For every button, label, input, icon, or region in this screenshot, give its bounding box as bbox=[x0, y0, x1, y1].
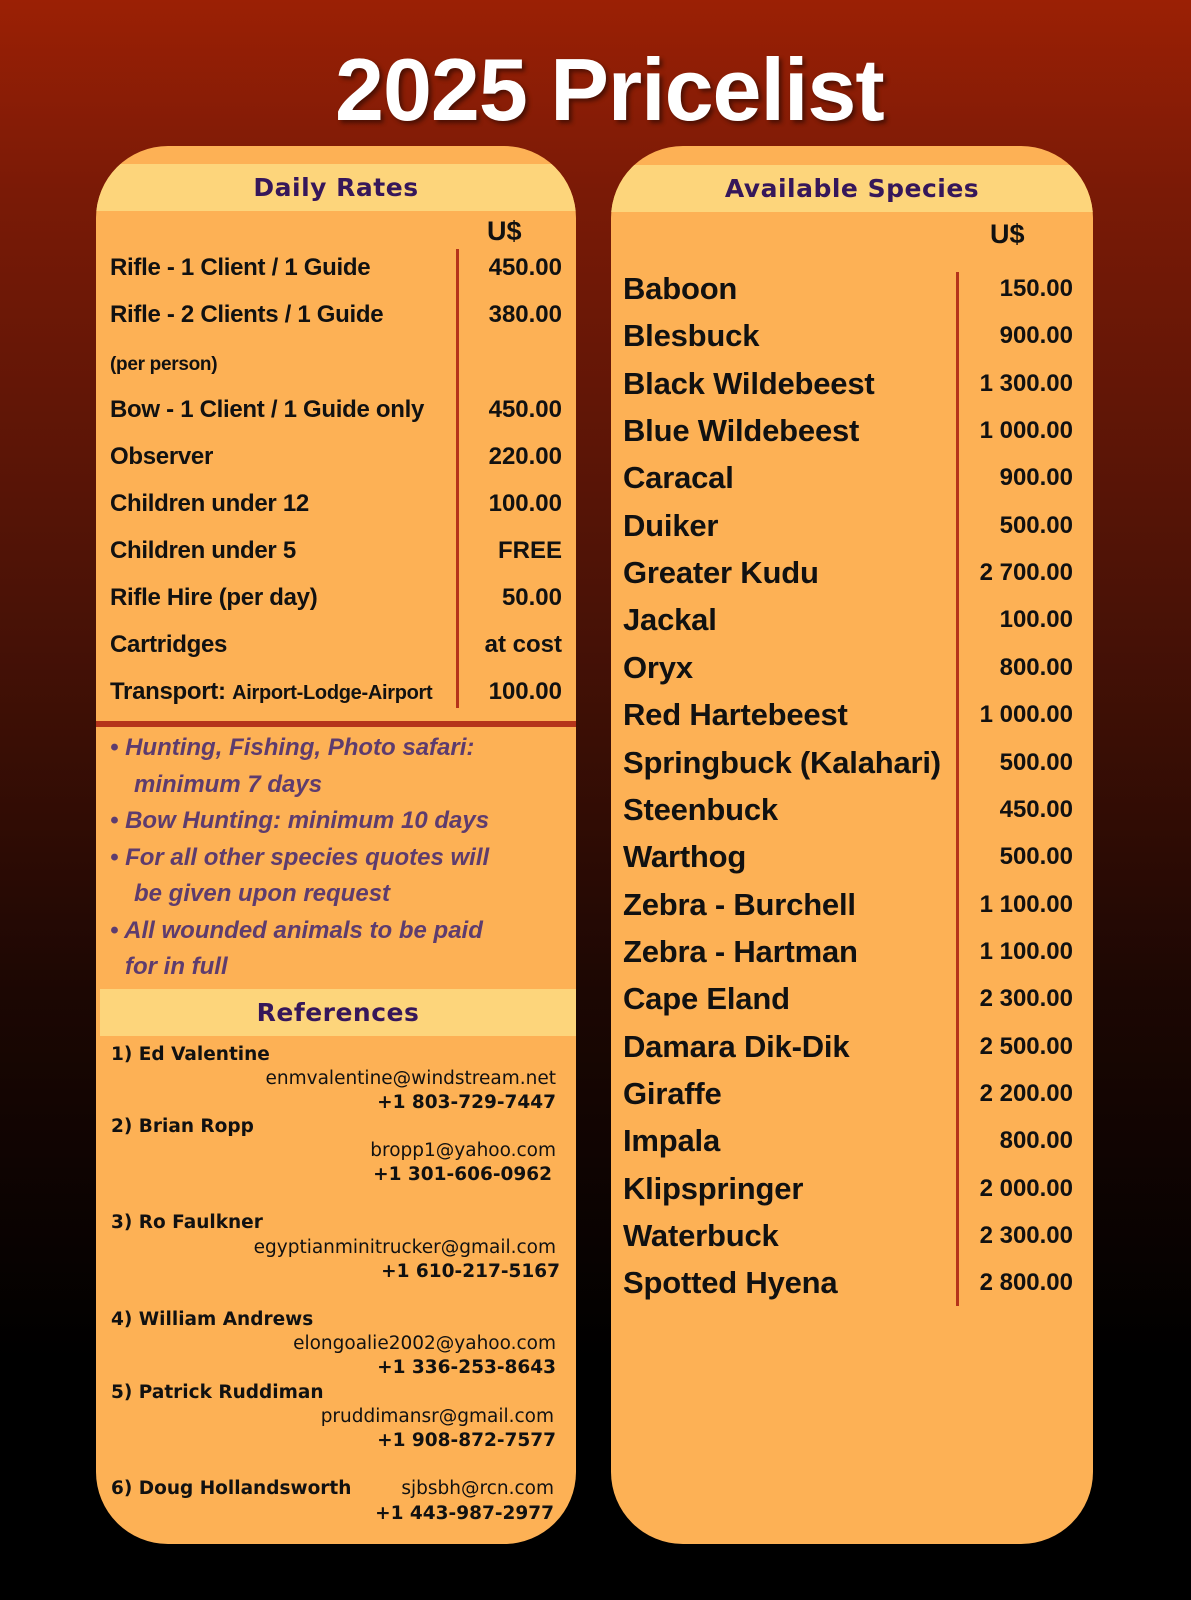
rate-label: Rifle - 2 Clients / 1 Guide bbox=[110, 301, 384, 328]
species-name: Cape Eland bbox=[623, 981, 790, 1016]
species-name: Oryx bbox=[623, 650, 693, 685]
species-price: 500.00 bbox=[999, 843, 1073, 870]
rate-label: Rifle - 1 Client / 1 Guide bbox=[110, 254, 371, 281]
species-name: Giraffe bbox=[623, 1076, 722, 1111]
species-price: 2 700.00 bbox=[979, 559, 1073, 586]
species-name: Baboon bbox=[623, 271, 738, 306]
daily-rates-currency: U$ bbox=[487, 216, 522, 246]
reference-name: 5) Patrick Ruddiman bbox=[111, 1382, 324, 1403]
reference-email: elongoalie2002@yahoo.com bbox=[293, 1333, 556, 1354]
reference-email: enmvalentine@windstream.net bbox=[265, 1068, 556, 1089]
rate-label bbox=[110, 678, 432, 706]
species-price: 1 000.00 bbox=[979, 701, 1073, 728]
species-name: Spotted Hyena bbox=[623, 1265, 838, 1300]
species-name: Black Wildebeest bbox=[623, 366, 875, 401]
species-price: 800.00 bbox=[999, 654, 1073, 681]
reference-phone: +1 336-253-8643 bbox=[377, 1357, 556, 1378]
reference-phone: +1 443-987-2977 bbox=[375, 1503, 554, 1524]
rate-price: 100.00 bbox=[488, 490, 562, 517]
note-item bbox=[110, 730, 550, 803]
species-price: 2 300.00 bbox=[979, 985, 1073, 1012]
reference-name: 1) Ed Valentine bbox=[111, 1044, 270, 1065]
species-price: 1 000.00 bbox=[979, 417, 1073, 444]
species-price: 500.00 bbox=[999, 749, 1073, 776]
species-price: 2 800.00 bbox=[979, 1269, 1073, 1296]
rate-price: 380.00 bbox=[488, 301, 562, 328]
species-heading: Available Species bbox=[611, 165, 1093, 212]
species-price: 1 100.00 bbox=[979, 938, 1073, 965]
species-price: 2 200.00 bbox=[979, 1080, 1073, 1107]
species-panel bbox=[611, 146, 1093, 1544]
species-divider bbox=[956, 272, 959, 1306]
page-title: 2025 Pricelist bbox=[335, 40, 884, 139]
rate-price: 450.00 bbox=[488, 396, 562, 423]
reference-name: 3) Ro Faulkner bbox=[111, 1212, 263, 1233]
species-price: 1 100.00 bbox=[979, 891, 1073, 918]
species-price: 150.00 bbox=[999, 275, 1073, 302]
note-item bbox=[110, 803, 550, 840]
species-name: Caracal bbox=[623, 460, 734, 495]
note-text-cont: for in full bbox=[125, 953, 228, 980]
rates-divider bbox=[456, 249, 459, 708]
notes-list bbox=[110, 730, 550, 986]
species-name: Steenbuck bbox=[623, 792, 778, 827]
species-price: 900.00 bbox=[999, 322, 1073, 349]
species-name: Waterbuck bbox=[623, 1218, 779, 1253]
note-text-cont: minimum 7 days bbox=[134, 770, 323, 798]
reference-name: 6) Doug Hollandsworth bbox=[111, 1478, 352, 1499]
rate-price: 100.00 bbox=[488, 678, 562, 705]
daily-rates-heading: Daily Rates bbox=[96, 164, 576, 211]
species-price: 2 000.00 bbox=[979, 1175, 1073, 1202]
rate-price: 50.00 bbox=[501, 584, 562, 611]
reference-name: 2) Brian Ropp bbox=[111, 1116, 254, 1137]
rate-label-sub: Airport-Lodge-Airport bbox=[232, 682, 433, 704]
reference-name: 4) William Andrews bbox=[111, 1309, 314, 1330]
daily-rates-panel bbox=[96, 146, 576, 1544]
species-name: Warthog bbox=[623, 839, 747, 874]
rate-price: 450.00 bbox=[488, 254, 562, 281]
reference-email: bropp1@yahoo.com bbox=[370, 1140, 556, 1161]
species-price: 800.00 bbox=[999, 1127, 1073, 1154]
note-text: • Hunting, Fishing, Photo safari: bbox=[110, 734, 475, 761]
species-name: Red Hartebeest bbox=[623, 697, 848, 732]
species-name: Jackal bbox=[623, 602, 717, 637]
reference-email: sjbsbh@rcn.com bbox=[401, 1478, 554, 1499]
reference-email: pruddimansr@gmail.com bbox=[320, 1406, 554, 1427]
species-price: 900.00 bbox=[999, 464, 1073, 491]
rate-label: Observer bbox=[110, 443, 213, 470]
reference-phone: +1 803-729-7447 bbox=[377, 1092, 556, 1113]
species-name: Blesbuck bbox=[623, 318, 760, 353]
species-name: Zebra - Hartman bbox=[623, 934, 858, 969]
species-name: Springbuck (Kalahari) bbox=[623, 745, 941, 780]
rate-price: 220.00 bbox=[488, 443, 562, 470]
rate-label: Children under 12 bbox=[110, 490, 309, 517]
note-item bbox=[110, 840, 550, 913]
note-text: • Bow Hunting: minimum 10 days bbox=[110, 807, 490, 834]
species-price: 450.00 bbox=[999, 796, 1073, 823]
rate-label: Children under 5 bbox=[110, 537, 296, 564]
species-price: 500.00 bbox=[999, 512, 1073, 539]
reference-email: egyptianminitrucker@gmail.com bbox=[253, 1237, 556, 1258]
species-price: 100.00 bbox=[999, 606, 1073, 633]
species-price: 1 300.00 bbox=[979, 370, 1073, 397]
species-price: 2 500.00 bbox=[979, 1033, 1073, 1060]
species-name: Impala bbox=[623, 1123, 721, 1158]
note-text: • For all other species quotes will bbox=[110, 843, 490, 871]
species-name: Greater Kudu bbox=[623, 555, 819, 590]
species-price: 2 300.00 bbox=[979, 1222, 1073, 1249]
reference-phone: +1 610-217-5167 bbox=[381, 1261, 560, 1282]
references-heading: References bbox=[100, 989, 576, 1036]
species-name: Damara Dik-Dik bbox=[623, 1029, 850, 1064]
rate-label: Rifle Hire (per day) bbox=[110, 584, 318, 611]
species-name: Klipspringer bbox=[623, 1171, 804, 1206]
rate-label-main: Transport: bbox=[110, 678, 226, 705]
section-divider bbox=[96, 721, 576, 727]
rate-price: at cost bbox=[484, 631, 562, 658]
species-currency: U$ bbox=[990, 219, 1025, 249]
rate-label: (per person) bbox=[110, 354, 218, 375]
rate-label: Cartridges bbox=[110, 631, 228, 658]
reference-phone: +1 301-606-0962 bbox=[373, 1164, 552, 1185]
rate-label: Bow - 1 Client / 1 Guide only bbox=[110, 396, 424, 423]
rate-price: FREE bbox=[497, 537, 562, 564]
note-text: • All wounded animals to be paid bbox=[110, 916, 483, 944]
species-name: Zebra - Burchell bbox=[623, 887, 856, 922]
note-item bbox=[110, 913, 550, 986]
reference-phone: +1 908-872-7577 bbox=[377, 1430, 556, 1451]
note-text-cont: be given upon request bbox=[134, 880, 391, 907]
species-name: Duiker bbox=[623, 508, 719, 543]
species-name: Blue Wildebeest bbox=[623, 413, 860, 448]
